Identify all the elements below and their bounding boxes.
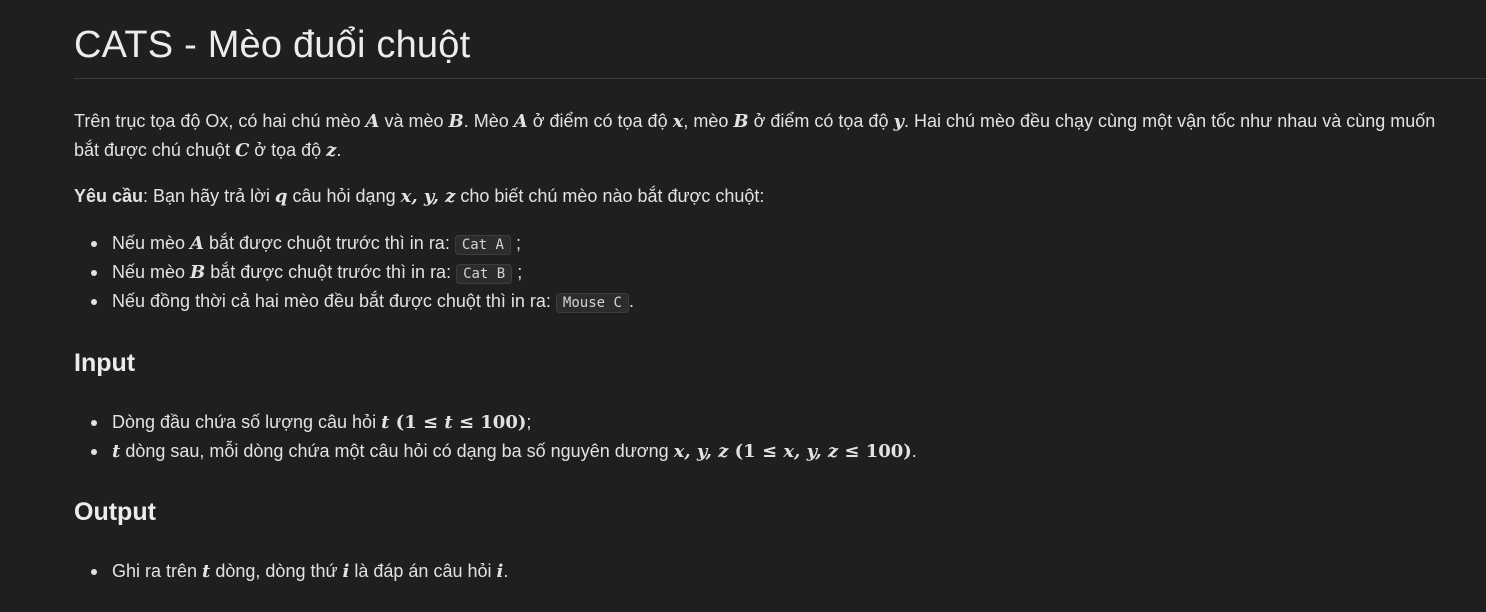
math-var: B <box>448 111 464 132</box>
title-divider <box>74 78 1486 79</box>
output-heading: Output <box>74 498 156 526</box>
list-item: Ghi ra trên t dòng, dòng thứ i là đáp án câu hỏi i. <box>74 557 508 586</box>
input-heading: Input <box>74 349 136 377</box>
math-var: i <box>342 561 350 582</box>
math-var: x, y, z <box>783 441 839 462</box>
bullet-icon <box>91 241 97 247</box>
list-item: Nếu đồng thời cả hai mèo đều bắt được chuột thì in ra: Mouse C . <box>74 287 634 316</box>
bullet-icon <box>91 270 97 276</box>
math-var: y <box>893 111 904 132</box>
bullet-icon <box>91 449 97 455</box>
math-var: z <box>326 140 337 161</box>
math-var: t <box>381 412 390 433</box>
requirement-label: Yêu cầu <box>74 186 144 206</box>
list-item: Nếu mèo B bắt được chuột trước thì in ra: Cat B ; <box>74 258 634 287</box>
math-var: A <box>365 111 380 132</box>
math-var: A <box>513 111 528 132</box>
inline-code: Cat A <box>455 235 511 255</box>
math-var: t <box>444 412 453 433</box>
list-item: Nếu mèo A bắt được chuột trước thì in ra: Cat A ; <box>74 229 634 258</box>
math-var: t <box>112 441 121 462</box>
bullet-icon <box>91 299 97 305</box>
math-var: x, y, z <box>673 441 729 462</box>
page-title: CATS - Mèo đuổi chuột <box>74 24 471 66</box>
list-item: t dòng sau, mỗi dòng chứa một câu hỏi có dạng ba số nguyên dương x, y, z (1 ≤ x, y, z ≤ 100). <box>74 437 917 466</box>
inline-code: Cat B <box>456 264 512 284</box>
inline-code: Mouse C <box>556 293 629 313</box>
bullet-icon <box>91 420 97 426</box>
math-var: A <box>190 233 205 254</box>
input-list <box>74 408 917 466</box>
bullet-icon <box>91 569 97 575</box>
problem-statement: Trên trục tọa độ Ox, có hai chú mèo A và mèo B. Mèo A ở điểm có tọa độ x, mèo B ở điểm có tọa độ y. Hai chú mèo đều chạy cùng một vận tốc như nhau và cùng muốn bắt được chú chuột C ở tọa độ z. <box>74 111 1436 161</box>
math-var: t <box>202 561 211 582</box>
list-item: Dòng đầu chứa số lượng câu hỏi t (1 ≤ t ≤ 100); <box>74 408 917 437</box>
cases-list <box>74 229 634 316</box>
math-var: i <box>496 561 504 582</box>
math-var: x, y, z <box>400 186 456 207</box>
math-var: B <box>733 111 749 132</box>
math-var: x <box>672 111 684 132</box>
math-var: q <box>274 186 288 207</box>
requirement-paragraph: Yêu cầu: Bạn hãy trả lời q câu hỏi dạng x, y, z cho biết chú mèo nào bắt được chuột: <box>74 186 765 207</box>
output-list <box>74 557 508 586</box>
math-var: C <box>234 140 250 161</box>
math-var: B <box>190 262 206 283</box>
